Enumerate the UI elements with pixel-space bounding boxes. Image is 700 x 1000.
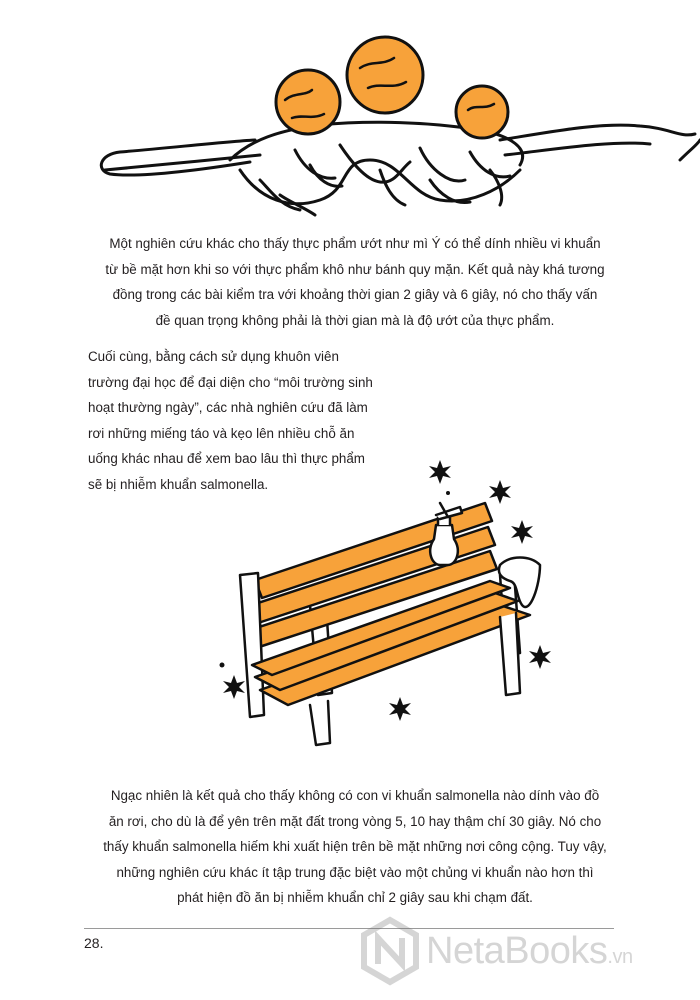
sparkle-icon xyxy=(429,460,451,484)
watermark-text xyxy=(426,930,633,973)
spaghetti-meatballs-illustration xyxy=(80,30,700,230)
sparkle-icon xyxy=(529,645,551,669)
text-line: uống khác nhau để xem bao lâu thì thực phẩm xyxy=(88,451,365,467)
page-number: 28. xyxy=(84,935,104,951)
text-line: Cuối cùng, bằng cách sử dụng khuôn viên xyxy=(88,349,339,364)
text-line: từ bề mặt hơn khi so với thực phẩm khô như bánh quy mặn. Kết quả này khá tương xyxy=(105,261,605,277)
park-bench-illustration xyxy=(200,455,580,755)
text-line: đề quan trọng không phải là thời gian mà là độ ướt của thực phẩm. xyxy=(155,312,555,328)
text-line: những nghiên cứu khác ít tập trung đặc biệt vào một chủng vi khuẩn nào hơn thì xyxy=(116,864,594,880)
text-line: trường đại học để đại diện cho “môi trường sinh xyxy=(88,374,373,390)
sparkle-icon xyxy=(511,520,533,544)
text-line: rơi những miếng táo và kẹo lên nhiều chỗ ăn xyxy=(88,425,355,441)
text-line: đồng trong các bài kiểm tra với khoảng thời gian 2 giây và 6 giây, nó cho thấy vấn xyxy=(112,287,598,303)
text-line: Một nghiên cứu khác cho thấy thực phẩm ướt như mì Ý có thể dính nhiều vi khuẩn xyxy=(109,236,601,251)
text-line: hoạt thường ngày”, các nhà nghiên cứu đã làm xyxy=(88,400,368,416)
sparkle-icon xyxy=(389,697,411,721)
watermark-suffix: .vn xyxy=(607,946,633,968)
watermark-brand: NetaBooks xyxy=(426,930,608,972)
sparkle-icon xyxy=(223,675,245,699)
text-line: sẽ bị nhiễm khuẩn salmonella. xyxy=(88,476,269,492)
text-line: thấy khuẩn salmonella hiếm khi xuất hiện trên bề mặt những nơi công cộng. Tuy vậy, xyxy=(103,839,607,855)
sparkle-icon xyxy=(489,480,511,504)
paragraph-salmonella-results xyxy=(60,783,650,911)
paragraph-wet-food-study xyxy=(60,231,650,333)
text-line: ăn rơi, cho dù là để yên trên mặt đất trong vòng 5, 10 hay thậm chí 30 giây. Nó cho xyxy=(108,813,602,829)
text-line: phát hiện đồ ăn bị nhiễm khuẩn chỉ 2 giây sau khi chạm đất. xyxy=(177,890,533,906)
netabooks-watermark xyxy=(360,916,690,996)
text-line: Ngạc nhiên là kết quả cho thấy không có con vi khuẩn salmonella nào dính vào đồ xyxy=(110,788,600,803)
netabooks-logo-icon xyxy=(360,916,420,986)
